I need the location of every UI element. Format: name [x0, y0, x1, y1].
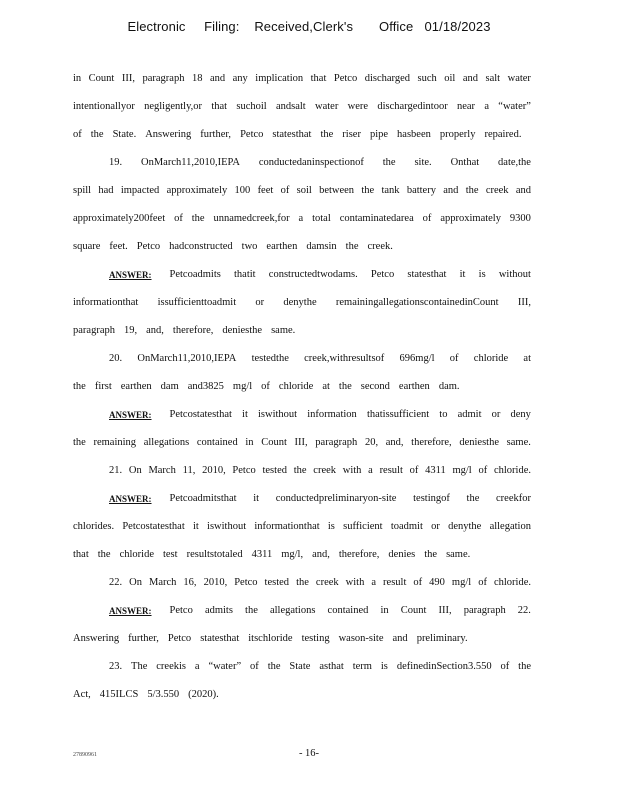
word: square [73, 241, 101, 252]
word: admit [457, 409, 482, 420]
document-id: 27890961 [73, 752, 97, 758]
word: mg/l [232, 381, 253, 392]
answer-line [73, 490, 531, 518]
word: andsalt [275, 101, 306, 112]
text-line [73, 686, 531, 714]
word: implication [255, 73, 304, 84]
word: and [209, 73, 226, 84]
word: the [73, 381, 86, 392]
word: a [194, 661, 200, 672]
text-line [73, 322, 531, 350]
word: Petcostatesthat [169, 409, 232, 420]
word: thatissufficient [366, 409, 430, 420]
word: of [449, 353, 459, 364]
word: 11, [182, 465, 196, 476]
word: the [97, 549, 111, 560]
word: battery [406, 185, 436, 196]
text-line [73, 658, 531, 686]
word: chloride. [493, 465, 531, 476]
word: 5/3.550 [147, 689, 180, 700]
word: total [312, 213, 331, 224]
text-line [73, 98, 531, 126]
word: or [491, 409, 501, 420]
word: 4311 [425, 465, 446, 476]
word: 2010, [203, 577, 228, 588]
word: spill [73, 185, 92, 196]
word: riser [342, 129, 361, 140]
answer-label: ANSWER: [109, 606, 152, 616]
word: resultstotaled [186, 549, 243, 560]
word: 21. [109, 465, 123, 476]
word: result [379, 465, 403, 476]
word: paragraph [73, 325, 115, 336]
word: that [310, 73, 327, 84]
word: denythe [283, 297, 317, 308]
text-line [73, 182, 531, 210]
word: creek [315, 577, 339, 588]
word: creek [485, 185, 509, 196]
word: had [98, 185, 114, 196]
word: allegations [143, 437, 190, 448]
word: tank [381, 185, 400, 196]
word: and [392, 633, 408, 644]
word: the [382, 157, 396, 168]
word: On [128, 465, 142, 476]
word: March [149, 577, 177, 588]
word: therefore, [172, 325, 214, 336]
word: Answering [145, 129, 192, 140]
word: water [315, 101, 339, 112]
word: testedthe [251, 353, 289, 364]
word: and3825 [187, 381, 224, 392]
answer-text [170, 406, 531, 434]
word: allegation [489, 521, 531, 532]
word: unnamedcreek,for [213, 213, 290, 224]
word: conductedaninspectionof [258, 157, 364, 168]
word: without [498, 269, 531, 280]
text-line [73, 210, 531, 238]
word: two [241, 241, 258, 252]
word: allegations [269, 605, 316, 616]
word: with [345, 577, 365, 588]
word: negligently,or [144, 101, 203, 112]
answer-text [170, 266, 531, 294]
word: a [298, 213, 304, 224]
text-line [73, 294, 531, 322]
text-line [73, 574, 531, 602]
word: approximately200feet [73, 213, 166, 224]
word: toadmit [390, 521, 423, 532]
word: 20, [364, 437, 379, 448]
word: creekis [156, 661, 186, 672]
word: further, [128, 633, 159, 644]
word: statesthat [200, 633, 240, 644]
word: the [338, 381, 352, 392]
word: that [73, 549, 89, 560]
word: mg/l, [281, 549, 304, 560]
word: III, [438, 605, 452, 616]
word: 490 [429, 577, 445, 588]
word: such [417, 73, 437, 84]
filing-header: Electronic Filing: Received,Clerk's Office 01/18/2023 [127, 19, 491, 34]
word: soil [296, 185, 312, 196]
text-line [73, 630, 531, 658]
word: with [342, 465, 362, 476]
word: dam [160, 381, 179, 392]
word: State [289, 661, 311, 672]
word: statesthat [272, 129, 312, 140]
word: 2010, [202, 465, 226, 476]
word: second [360, 381, 390, 392]
word: impacted [120, 185, 160, 196]
word: and, [385, 437, 404, 448]
word: Act, [73, 689, 91, 700]
word: at [523, 353, 531, 364]
word: “water” [498, 101, 531, 112]
word: Petcoadmits [169, 269, 221, 280]
word: to [439, 409, 448, 420]
word: Answering [73, 633, 120, 644]
word: site. [414, 157, 432, 168]
text-line [73, 546, 531, 574]
word: in [380, 605, 389, 616]
word: or [255, 297, 265, 308]
word: 22. [517, 605, 531, 616]
word: water [507, 73, 531, 84]
word: issufficienttoadmit [157, 297, 237, 308]
word: On [129, 577, 142, 588]
word: March [148, 465, 176, 476]
text-line [73, 350, 531, 378]
word: the [245, 605, 258, 616]
word: same. [271, 325, 296, 336]
word: paragraph [315, 437, 358, 448]
word: of [478, 577, 487, 588]
word: Onthat [450, 157, 480, 168]
word: is [478, 269, 486, 280]
word: between [319, 185, 355, 196]
word: the [90, 129, 104, 140]
word: Petco [232, 465, 256, 476]
word: it [192, 521, 199, 532]
word: constructedtwodams. [268, 269, 358, 280]
word: State. [112, 129, 137, 140]
word: same. [446, 549, 471, 560]
word: of [174, 213, 183, 224]
word: Petcostatesthat [122, 521, 185, 532]
word: iswithout [207, 521, 247, 532]
word: and, [146, 325, 164, 336]
word: denythe [448, 521, 482, 532]
word: of [261, 381, 270, 392]
word: the [518, 661, 531, 672]
word: of [280, 185, 290, 196]
word: 23. [109, 661, 123, 672]
word: wason-site [338, 633, 384, 644]
word: 415ILCS [99, 689, 139, 700]
word: III, [294, 437, 308, 448]
word: OnMarch11,2010,IEPA [141, 157, 240, 168]
answer-label: ANSWER: [109, 270, 152, 280]
word: Petco [167, 633, 192, 644]
word: the [267, 661, 281, 672]
word: Petco [234, 577, 258, 588]
word: 20. [109, 353, 123, 364]
word: a [368, 465, 373, 476]
word: is [327, 521, 335, 532]
word: at [322, 381, 330, 392]
word: test [162, 549, 178, 560]
word: Count [88, 73, 115, 84]
word: of [422, 213, 432, 224]
word: further, [200, 129, 232, 140]
word: and [515, 185, 531, 196]
word: oil [444, 73, 456, 84]
answer-line [73, 406, 531, 434]
word: contaminatedarea [339, 213, 414, 224]
word: 19, [123, 325, 138, 336]
word: discharged [364, 73, 410, 84]
word: testing [301, 633, 330, 644]
word: in [73, 73, 82, 84]
answer-line [73, 266, 531, 294]
word: admits [204, 605, 233, 616]
word: 9300 [509, 213, 531, 224]
word: contained [327, 605, 369, 616]
word: definedinSection3.550 [396, 661, 492, 672]
word: Petco [169, 605, 193, 616]
text-line [73, 238, 531, 266]
word: a [484, 101, 489, 112]
word: OnMarch11,2010,IEPA [137, 353, 237, 364]
word: hadconstructed [169, 241, 233, 252]
word: or [431, 521, 440, 532]
word: 696mg/l [399, 353, 435, 364]
word: Count [400, 605, 427, 616]
word: preliminary. [416, 633, 468, 644]
word: Petco [333, 73, 358, 84]
word: Petco [370, 269, 395, 280]
answer-text [170, 490, 531, 518]
word: that [211, 101, 228, 112]
word: thatit [234, 269, 256, 280]
word: creek. [367, 241, 393, 252]
word: chlorides. [73, 521, 115, 532]
word: remainingallegationscontainedinCount [335, 297, 499, 308]
text-line [73, 70, 531, 98]
word: creekfor [496, 493, 531, 504]
word: same. [506, 437, 531, 448]
word: salt [485, 73, 501, 84]
text-line [73, 462, 531, 490]
word: contained [196, 437, 238, 448]
word: a [371, 577, 377, 588]
word: sufficient [343, 521, 383, 532]
word: paragraph [463, 605, 506, 616]
word: Count [261, 437, 287, 448]
word: first [94, 381, 112, 392]
word: near [456, 101, 476, 112]
word: statesthat [407, 269, 447, 280]
word: intentionallyor [73, 101, 135, 112]
word: approximately [440, 213, 501, 224]
word: term [352, 661, 372, 672]
word: earthen [120, 381, 152, 392]
word: the [361, 185, 375, 196]
word: the [345, 241, 359, 252]
word: properly [439, 129, 476, 140]
word: dam. [438, 381, 460, 392]
word: Petco [240, 129, 264, 140]
word: asthat [319, 661, 344, 672]
word: deniesthe [459, 437, 499, 448]
word: damsin [306, 241, 337, 252]
word: of [413, 577, 423, 588]
word: itschloride [248, 633, 293, 644]
word: suchoil [236, 101, 267, 112]
word: pipe [369, 129, 389, 140]
word: and, [312, 549, 330, 560]
word: of [250, 661, 259, 672]
text-line [73, 126, 531, 154]
word: tested [262, 465, 287, 476]
word: earthen [266, 241, 298, 252]
word: chloride [278, 381, 314, 392]
word: 100 [234, 185, 251, 196]
word: mg/l [452, 465, 472, 476]
word: deniesthe [222, 325, 263, 336]
document-body [73, 70, 531, 714]
word: result [383, 577, 407, 588]
word: conductedpreliminaryon-site [275, 493, 397, 504]
word: earthen [398, 381, 430, 392]
word: were [347, 101, 369, 112]
answer-label: ANSWER: [109, 494, 152, 504]
word: The [131, 661, 148, 672]
word: any [232, 73, 248, 84]
word: creek [313, 465, 337, 476]
word: date,the [498, 157, 531, 168]
word: iswithout [258, 409, 298, 420]
word: it [242, 409, 248, 420]
word: Petco [136, 241, 161, 252]
word: “water” [208, 661, 242, 672]
text-line [73, 434, 531, 462]
word: denies [388, 549, 416, 560]
word: and [462, 73, 479, 84]
word: the [466, 493, 480, 504]
word: feet. [109, 241, 128, 252]
word: the [320, 129, 334, 140]
word: 19. [109, 157, 123, 168]
word: the [73, 437, 86, 448]
word: 22. [109, 577, 123, 588]
word: remaining [93, 437, 137, 448]
text-line [73, 378, 531, 406]
word: the [296, 577, 309, 588]
word: chloride [119, 549, 154, 560]
word: tested [264, 577, 290, 588]
word: therefore, [411, 437, 452, 448]
word: it [459, 269, 466, 280]
word: it [253, 493, 260, 504]
word: testingof [413, 493, 450, 504]
answer-label: ANSWER: [109, 410, 152, 420]
word: 18 [191, 73, 203, 84]
word: Petcoadmitsthat [169, 493, 237, 504]
word: paragraph [142, 73, 185, 84]
word: deny [510, 409, 531, 420]
text-line [73, 154, 531, 182]
word: and [443, 185, 459, 196]
word: 16, [183, 577, 197, 588]
word: the [191, 213, 205, 224]
word: information [307, 409, 357, 420]
word: creek,withresultsof [304, 353, 385, 364]
word: the [465, 185, 479, 196]
word: chloride [473, 353, 509, 364]
word: of [409, 465, 419, 476]
word: the [424, 549, 438, 560]
word: hasbeen [397, 129, 431, 140]
word: III, [121, 73, 135, 84]
word: repaired. [484, 129, 522, 140]
word: dischargedintoor [377, 101, 448, 112]
word: informationthat [73, 297, 139, 308]
word: informationthat [254, 521, 320, 532]
word: in [245, 437, 254, 448]
word: mg/l [451, 577, 472, 588]
word: chloride. [493, 577, 531, 588]
word: of [500, 661, 510, 672]
word: feet [257, 185, 274, 196]
word: of [478, 465, 488, 476]
word: 4311 [251, 549, 273, 560]
word: approximately [166, 185, 228, 196]
page-number: - 16- [298, 748, 320, 759]
answer-text [170, 602, 531, 630]
word: the [293, 465, 307, 476]
word: (2020). [188, 689, 219, 700]
word: of [73, 129, 82, 140]
word: is [380, 661, 388, 672]
word: therefore, [338, 549, 380, 560]
word: III, [517, 297, 531, 308]
text-line [73, 518, 531, 546]
answer-line [73, 602, 531, 630]
